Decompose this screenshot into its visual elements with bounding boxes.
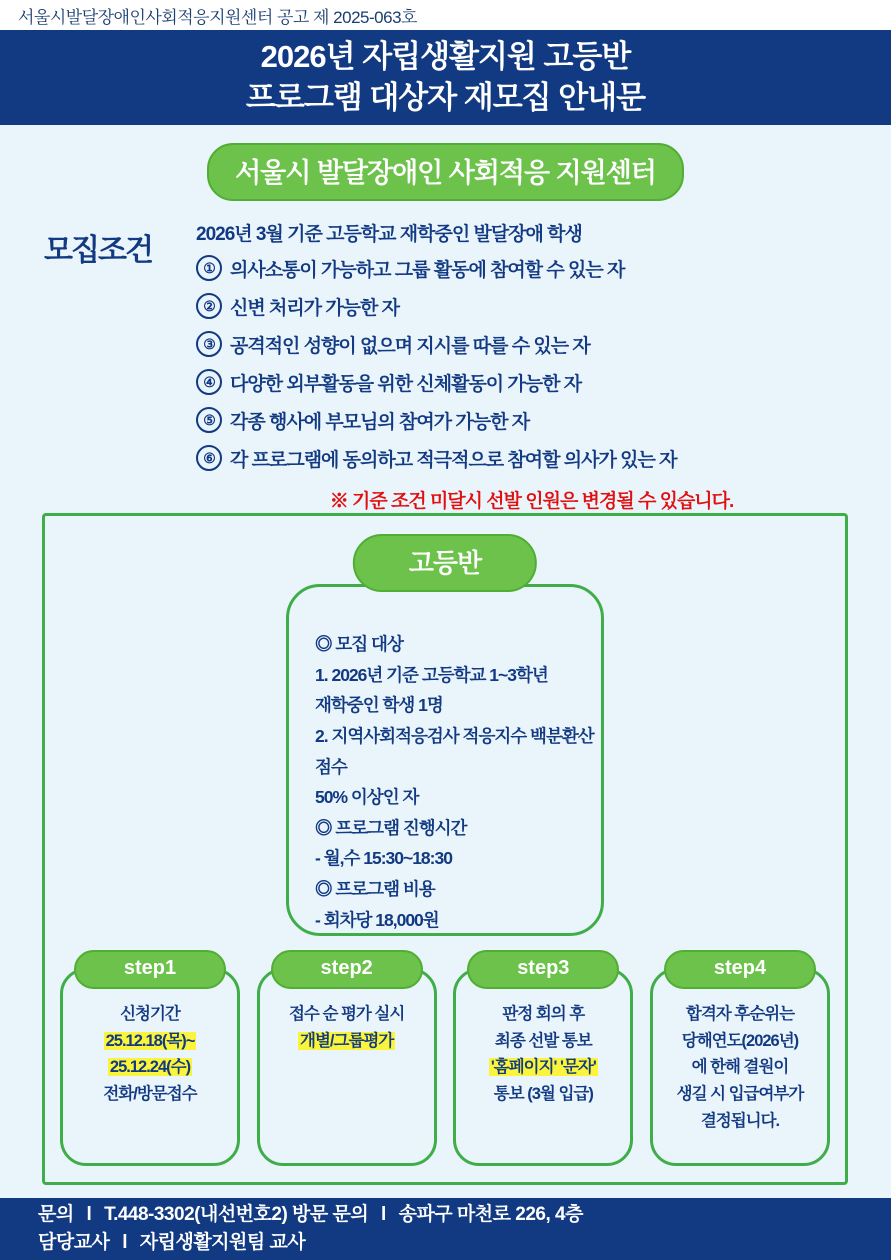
footer-team: 자립생활지원팀 교사 [139, 1232, 306, 1253]
program-main-box [42, 513, 848, 1185]
footer-teacher-label: 담당교사 [38, 1232, 110, 1253]
process-step [650, 950, 830, 1166]
step-label: step1 [74, 950, 226, 989]
process-step [453, 950, 633, 1166]
condition-text: 각종 행사에 부모님의 참여가 가능한 자 [230, 412, 530, 433]
program-info-line: - 월,수 15:30~18:30 [315, 848, 452, 869]
footer-line-1 [38, 1201, 891, 1229]
step-label: step2 [271, 950, 423, 989]
condition-text: 다양한 외부활동을 위한 신체활동이 가능한 자 [230, 374, 582, 395]
header-title-line-2: 프로그램 대상자 재모집 안내문 [245, 79, 646, 115]
condition-number-icon: ② [196, 293, 222, 319]
step-body [257, 968, 437, 1166]
condition-item [196, 331, 891, 358]
condition-text: 신변 처리가 가능한 자 [230, 298, 400, 319]
program-info-line: 50% 이상인 자 [315, 787, 419, 808]
step-text: 25.12.18(목)~ [105, 1031, 195, 1050]
footer-address: 송파구 마천로 226, 4층 [398, 1204, 583, 1226]
conditions-title: 모집조건 [44, 234, 152, 267]
program-info-line: 2. 지역사회적응검사 적응지수 백분환산점수 [315, 725, 594, 777]
program-info-line: ◎ 프로그램 진행시간 [315, 817, 467, 838]
condition-text: 각 프로그램에 동의하고 적극적으로 참여할 의사가 있는 자 [230, 450, 677, 471]
step-label: step3 [467, 950, 619, 989]
step-text: 접수 순 평가 실시 [288, 1005, 405, 1023]
condition-item [196, 293, 891, 320]
conditions-warning-note: ※ 기준 조건 미달시 선발 인원은 변경될 수 있습니다. [329, 491, 734, 512]
condition-number-icon: ⑤ [196, 407, 222, 433]
program-class-badge: 고등반 [353, 534, 537, 592]
program-info-line: ◎ 프로그램 비용 [315, 879, 435, 899]
recruit-conditions-section [44, 219, 891, 513]
center-badge-wrap [0, 143, 891, 201]
step-text: 최종 선발 통보 [494, 1031, 592, 1050]
condition-number-icon: ① [196, 255, 222, 281]
footer-separator: l [381, 1204, 386, 1226]
process-step [60, 950, 240, 1166]
step-text: 당해연도(2026년) [681, 1031, 799, 1050]
condition-text: 의사소통이 가능하고 그룹 활동에 참여할 수 있는 자 [230, 260, 625, 281]
condition-number-icon: ③ [196, 331, 222, 357]
step-body [650, 968, 830, 1166]
condition-item [196, 407, 891, 434]
program-info-line: 재학중인 학생 1명 [315, 695, 443, 716]
step-text: '홈페이지' '문자' [490, 1058, 596, 1077]
step-text: 에 한해 결원이 [691, 1058, 789, 1077]
step-text: 개별/그룹평가 [300, 1031, 394, 1050]
condition-item [196, 445, 891, 472]
footer-inquiry-label: 문의 [38, 1204, 74, 1226]
process-step [257, 950, 437, 1166]
notice-number-bar [0, 0, 891, 30]
step-body [60, 968, 240, 1166]
step-body [453, 968, 633, 1166]
condition-item [196, 255, 891, 282]
step-text: 25.12.24(수) [109, 1058, 191, 1077]
process-steps [60, 950, 830, 1166]
program-info-card [286, 584, 604, 936]
program-info-line: - 회차당 18,000원 [315, 909, 439, 930]
step-text: 결정됩니다. [700, 1111, 780, 1130]
program-info-line: ◎ 모집 대상 [315, 634, 403, 654]
step-text: 전화/방문접수 [103, 1085, 197, 1104]
step-text: 통보 (3월 입급) [493, 1085, 593, 1104]
step-label: step4 [664, 950, 816, 989]
header-banner [0, 30, 891, 125]
step-text: 생길 시 입급여부가 [676, 1085, 804, 1104]
condition-text: 공격적인 성향이 없으며 지시를 따를 수 있는 자 [230, 336, 590, 357]
footer-phone: T.448-3302(내선번호2) 방문 문의 [104, 1204, 369, 1226]
step-text: 합격자 후순위는 [685, 1005, 795, 1023]
footer-separator: l [86, 1204, 92, 1226]
condition-number-icon: ④ [196, 369, 222, 395]
center-name-badge: 서울시 발달장애인 사회적응 지원센터 [207, 143, 684, 201]
header-title-line-1: 2026년 자립생활지원 고등반 [260, 38, 631, 74]
conditions-body [196, 219, 891, 513]
footer-line-2 [38, 1229, 891, 1257]
conditions-lead: 2026년 3월 기준 고등학교 재학중인 발달장애 학생 [196, 224, 582, 245]
footer-contact-bar [0, 1198, 891, 1260]
step-text: 판정 회의 후 [502, 1005, 585, 1023]
notice-number-text: 서울시발달장애인사회적응지원센터 공고 제 2025-063호 [18, 7, 417, 27]
program-info-line: 1. 2026년 기준 고등학교 1~3학년 [315, 664, 548, 685]
step-text: 신청기간 [120, 1005, 180, 1023]
condition-number-icon: ⑥ [196, 445, 222, 471]
condition-item [196, 369, 891, 396]
footer-separator: l [122, 1232, 127, 1253]
